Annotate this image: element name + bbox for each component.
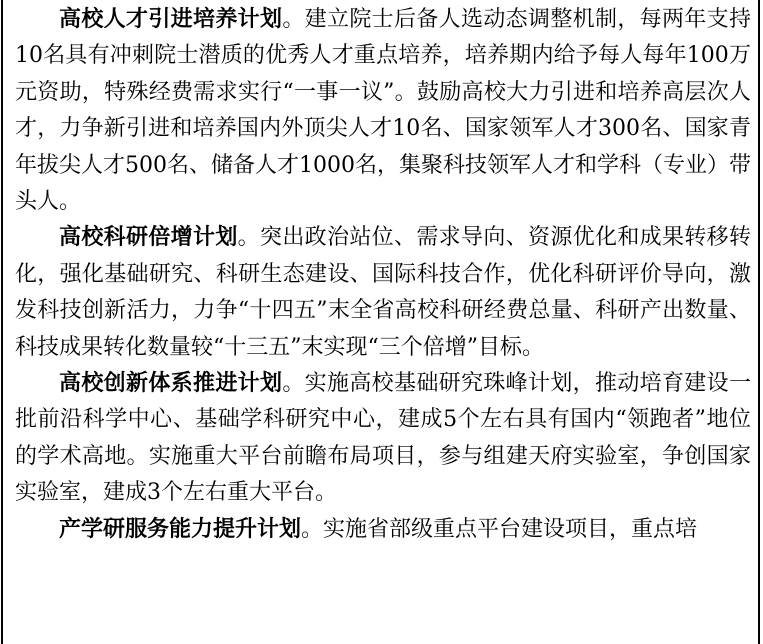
paragraph-heading: 高校科研倍增计划 [59, 225, 238, 251]
paragraph-innovation-plan [15, 366, 751, 512]
paragraph-text: 。建立院士后备人选动态调整机制，每两年支持10名具有冲刺院士潜质的优秀人才重点培养，培养期内给予每人每年100万元资助，特殊经费需求实行“一事一议”。鼓励高校大力引进和培养高层次人才，力争新引进和培养国内外顶尖人才10名、国家领军人才300名、国家青年拔尖人才500名、储备人才1000名，集聚科技领军人才和学科（专业）带头人。 [15, 7, 751, 215]
paragraph-heading: 产学研服务能力提升计划 [59, 516, 302, 542]
paragraph-heading: 高校人才引进培养计划 [59, 7, 283, 32]
page-frame [1, 0, 760, 644]
paragraph-text: 。突出政治站位、需求导向、资源优化和成果转移转化，强化基础研究、科研生态建设、国际科技合作，优化科研评价导向，激发科技创新活力，力争“十四五”末全省高校科研经费总量、科研产出数量、科技成果转化数量较“十三五”末实现“三个倍增”目标。 [15, 225, 751, 360]
paragraph-talent-plan [15, 2, 751, 220]
paragraph-text: 。实施省部级重点平台建设项目，重点培 [301, 516, 698, 542]
paragraph-heading: 高校创新体系推进计划 [59, 371, 283, 397]
paragraph-research-plan [15, 220, 751, 366]
paragraph-service-plan [15, 512, 751, 548]
paragraph-text: 。实施高校基础研究珠峰计划，推动培育建设一批前沿科学中心、基础学科研究中心，建成5个左右具有国内“领跑者”地位的学术高地。实施重大平台前瞻布局项目，参与组建天府实验室，争创国家实验室，建成3个左右重大平台。 [15, 371, 751, 506]
document-body [15, 2, 751, 548]
